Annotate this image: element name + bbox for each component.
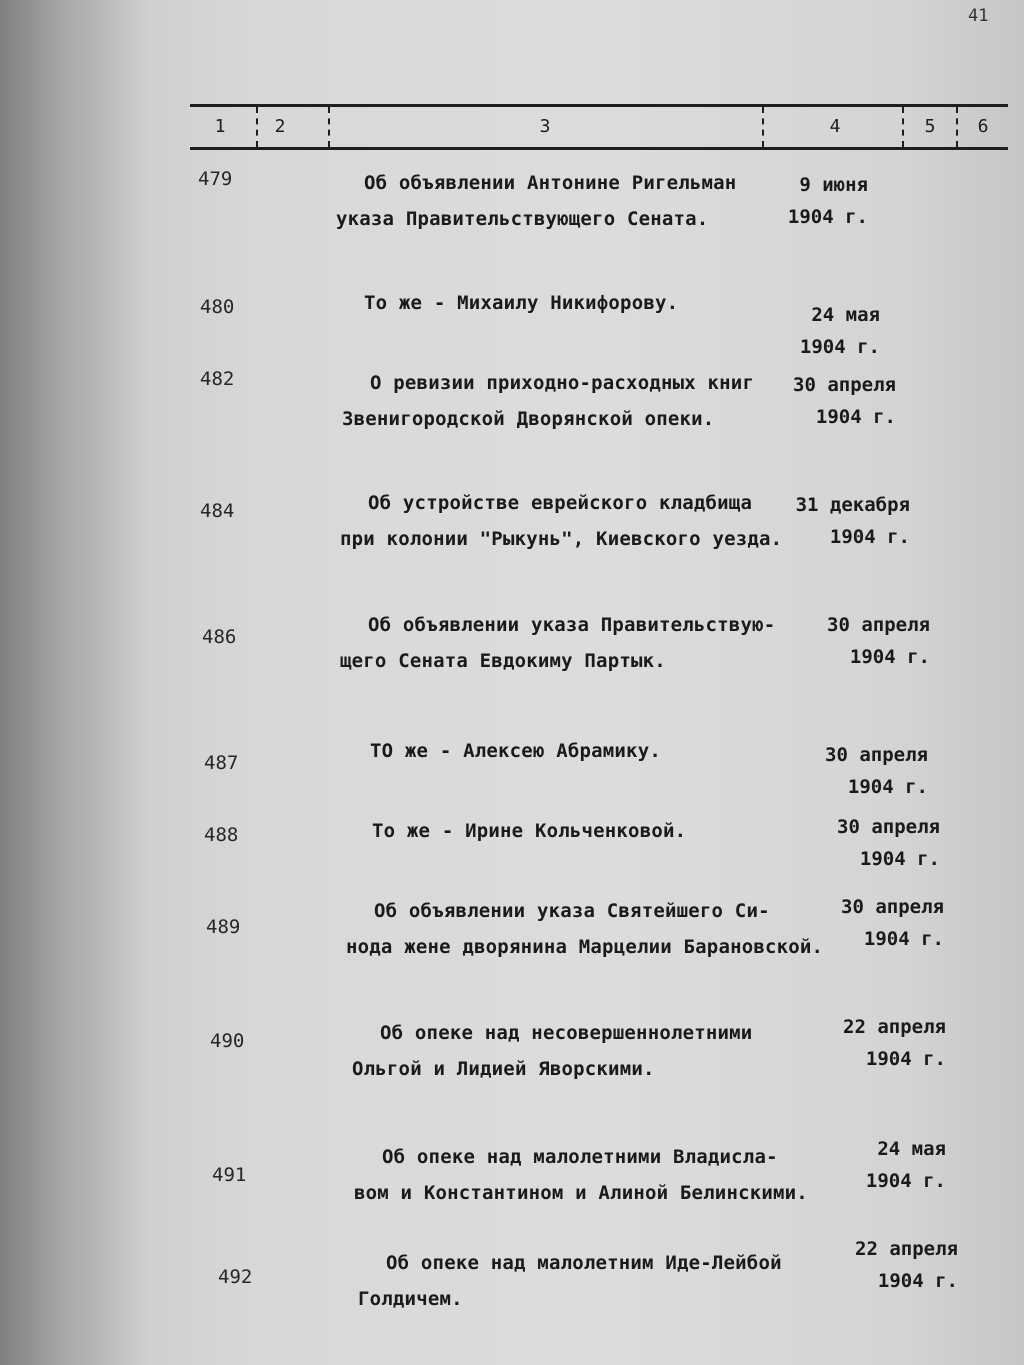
entry-title-line2: Звенигородской Дворянской опеки. [342, 408, 715, 430]
entry-title [370, 740, 661, 762]
entry-title-line1: Об устройстве еврейского кладбища [368, 492, 753, 514]
entry-title-line2: при колонии "Рыкунь", Киевского уезда. [340, 528, 783, 550]
table-header [190, 104, 1008, 150]
entry-title-line1: Об объявлении указа Святейшего Си- [374, 900, 770, 922]
entry-title-line1: То же - Михаилу Никифорову. [364, 292, 679, 314]
entry-date [800, 614, 930, 668]
entry-title-line1: То же - Ирине Кольченковой. [372, 820, 687, 842]
entry-number: 482 [200, 368, 235, 390]
entry-number: 480 [200, 296, 235, 318]
entry-title-line1: Об объявлении указа Правительствую- [368, 614, 776, 636]
entry-title-line1: Об объявлении Антонине Ригельман [364, 172, 737, 194]
entry-title-line1: О ревизии приходно-расходных книг [370, 372, 755, 394]
entry-date-line1: 31 декабря [795, 494, 910, 516]
header-col-6: 6 [977, 116, 989, 137]
entry-number: 484 [200, 500, 235, 522]
entry-date [806, 1016, 946, 1070]
header-col-3: 3 [539, 116, 551, 137]
header-separator [956, 107, 958, 147]
entry-title-line2: нода жене дворянина Марцелии Барановской. [346, 936, 824, 958]
entry-date [760, 374, 896, 428]
page-shadow [0, 0, 150, 1365]
entry-date [740, 174, 868, 228]
entry-date-line2: 1904 г. [865, 1170, 946, 1192]
entry-date-line2: 1904 г. [815, 406, 896, 428]
entry-date-line2: 1904 г. [847, 776, 928, 798]
entry-date-line1: 30 апреля [825, 744, 928, 766]
entry-title-line2: вом и Константином и Алиной Белинскими. [354, 1182, 808, 1204]
entry-date-line1: 30 апреля [837, 816, 940, 838]
entry-date-line2: 1904 г. [787, 206, 868, 228]
entry-date [756, 304, 880, 358]
entry-title-line2: щего Сената Евдокиму Партык. [340, 650, 666, 672]
entry-number: 486 [202, 626, 237, 648]
entry-date-line2: 1904 г. [849, 646, 930, 668]
entry-title [358, 1252, 782, 1310]
entry-date [820, 1138, 946, 1192]
entry-title [336, 172, 736, 230]
entry-title-line1: Об опеке над малолетними Владисла- [382, 1146, 778, 1168]
entry-number: 489 [206, 916, 241, 938]
entry-title [354, 1146, 808, 1204]
entry-number: 492 [218, 1266, 253, 1288]
entry-number: 487 [204, 752, 239, 774]
entry-date-line2: 1904 г. [865, 1048, 946, 1070]
header-col-4: 4 [829, 116, 841, 137]
entry-title [342, 372, 754, 430]
entry-title-line2: Ольгой и Лидией Яворскими. [352, 1058, 655, 1080]
entry-date [800, 744, 928, 798]
entry-date [804, 816, 940, 870]
entry-number: 491 [212, 1164, 247, 1186]
entry-title-line2: Голдичем. [358, 1288, 463, 1310]
entry-title [346, 900, 823, 958]
entry-title [340, 614, 775, 672]
entry-title [372, 820, 686, 842]
entry-number: 479 [198, 168, 233, 190]
header-separator [902, 107, 904, 147]
entry-title-line1: ТО же - Алексею Абрамику. [370, 740, 661, 762]
entry-date-line1: 22 апреля [843, 1016, 946, 1038]
entry-date [818, 1238, 958, 1292]
entry-title [364, 292, 678, 314]
entry-title-line2: указа Правительствующего Сената. [336, 208, 709, 230]
entry-date-line1: 24 мая [811, 304, 880, 326]
entry-date-line1: 30 апреля [827, 614, 930, 636]
entry-title [352, 1022, 752, 1080]
entry-date-line2: 1904 г. [829, 526, 910, 548]
entry-date-line2: 1904 г. [799, 336, 880, 358]
entry-title-line1: Об опеке над несовершеннолетними [380, 1022, 753, 1044]
header-col-1: 1 [214, 116, 226, 137]
entry-date-line1: 22 апреля [855, 1238, 958, 1260]
page-number: 41 [968, 6, 989, 26]
entry-number: 490 [210, 1030, 245, 1052]
entry-date-line1: 9 июня [799, 174, 868, 196]
header-separator [256, 107, 258, 147]
entry-date-line1: 30 апреля [793, 374, 896, 396]
entry-date [800, 896, 944, 950]
entry-date-line2: 1904 г. [859, 848, 940, 870]
entry-date-line1: 24 мая [877, 1138, 946, 1160]
header-col-2: 2 [274, 116, 286, 137]
entry-title [340, 492, 782, 550]
header-separator [762, 107, 764, 147]
entry-date-line2: 1904 г. [863, 928, 944, 950]
entry-title-line1: Об опеке над малолетним Иде-Лейбой [386, 1252, 782, 1274]
entry-number: 488 [204, 824, 239, 846]
entry-date-line2: 1904 г. [877, 1270, 958, 1292]
header-col-5: 5 [924, 116, 936, 137]
entry-date [770, 494, 910, 548]
entry-date-line1: 30 апреля [841, 896, 944, 918]
